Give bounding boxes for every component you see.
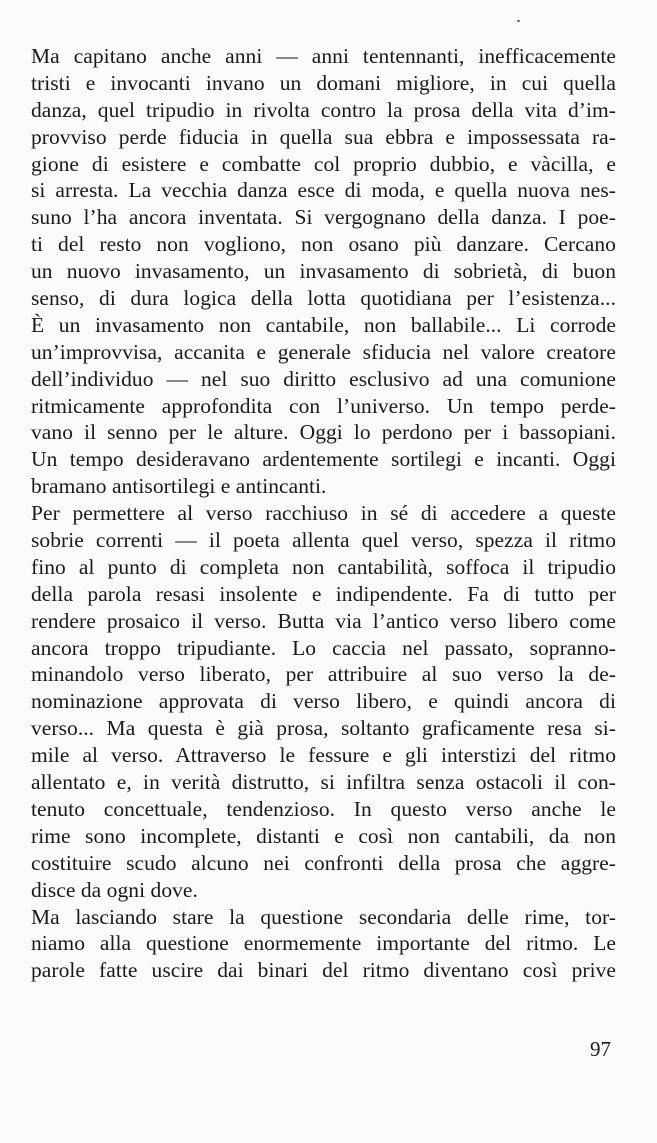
text-line: danza, quel tripudio in rivolta contro la prosa della vita d’im- bbox=[31, 97, 616, 122]
text-line: Per permettere al verso racchiuso in sé di accedere a queste bbox=[31, 501, 616, 526]
text-line: verso... Ma questa è già prosa, soltanto graficamente resa si- bbox=[31, 716, 616, 741]
text-line: nominazione approvata di verso libero, e quindi ancora di bbox=[31, 689, 616, 714]
text-line: tenuto concettuale, tendenzioso. In questo verso anche le bbox=[31, 796, 616, 821]
text-line: ritmicamente approfondita con l’universo. Un tempo perde- bbox=[31, 393, 616, 418]
text-line: bramano antisortilegi e antincanti. bbox=[31, 474, 327, 499]
text-line: della parola resasi insolente e indipendente. Fa di tutto per bbox=[31, 581, 616, 606]
text-line: senso, di dura logica della lotta quotidiana per l’esistenza... bbox=[31, 286, 616, 311]
text-line: rendere prosaico il verso. Butta via l’antico verso libero come bbox=[31, 608, 616, 633]
text-line: vano il senno per le alture. Oggi lo perdono per i bassopiani. bbox=[31, 420, 616, 445]
text-line: dell’individuo — nel suo diritto esclusivo ad una comunione bbox=[31, 366, 616, 391]
text-line: ancora troppo tripudiante. Lo caccia nel passato, sopranno- bbox=[31, 635, 616, 660]
text-line: niamo alla questione enormemente importante del ritmo. Le bbox=[31, 931, 616, 956]
text-line: costituire scudo alcuno nei confronti della prosa che aggre- bbox=[31, 850, 616, 875]
text-line: È un invasamento non cantabile, non ballabile... Li corrode bbox=[31, 312, 616, 337]
page-number: 97 bbox=[590, 1037, 611, 1061]
text-line: fino al punto di completa non cantabilità, soffoca il tripudio bbox=[31, 554, 616, 579]
text-line: Un tempo desideravano ardentemente sortilegi e incanti. Oggi bbox=[31, 447, 616, 472]
text-line: tristi e invocanti invano un domani migliore, in cui quella bbox=[31, 70, 616, 95]
text-line: suno l’ha ancora inventata. Si vergognano della danza. I poe- bbox=[31, 205, 616, 230]
text-line: rime sono incomplete, distanti e così non cantabili, da non bbox=[31, 823, 616, 848]
body-text bbox=[31, 43, 616, 984]
text-line: si arresta. La vecchia danza esce di moda, e quella nuova nes- bbox=[31, 178, 616, 203]
text-line: parole fatte uscire dai binari del ritmo diventano così prive bbox=[31, 958, 616, 983]
book-page bbox=[31, 0, 627, 1143]
text-line: un’improvvisa, accanita e generale sfiducia nel valore creatore bbox=[31, 339, 616, 364]
text-line: Ma lasciando stare la questione secondaria delle rime, tor- bbox=[31, 904, 616, 929]
text-line: sobrie correnti — il poeta allenta quel verso, spezza il ritmo bbox=[31, 528, 616, 553]
text-line: gione di esistere e combatte col proprio dubbio, e vàcilla, e bbox=[31, 151, 616, 176]
text-line: disce da ogni dove. bbox=[31, 877, 198, 902]
text-line: un nuovo invasamento, un invasamento di sobrietà, di buon bbox=[31, 259, 616, 284]
text-line: mile al verso. Attraverso le fessure e gli interstizi del ritmo bbox=[31, 743, 616, 768]
text-line: ti del resto non vogliono, non osano più danzare. Cercano bbox=[31, 232, 616, 257]
text-line: provviso perde fiducia in quella sua ebbra e impossessata ra- bbox=[31, 124, 616, 149]
text-line: allentato e, in verità distrutto, si infiltra senza ostacoli il con- bbox=[31, 770, 616, 795]
text-line: minandolo verso liberato, per attribuire al suo verso la de- bbox=[31, 662, 616, 687]
print-speck bbox=[517, 20, 520, 22]
text-line: Ma capitano anche anni — anni tentennanti, inefficacemente bbox=[31, 44, 616, 68]
